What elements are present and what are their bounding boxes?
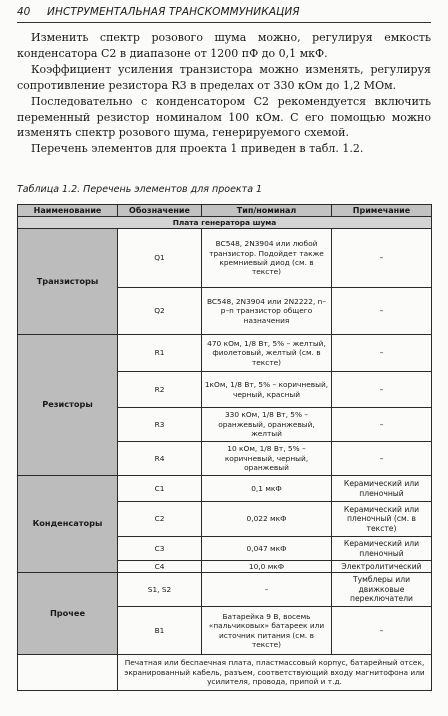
note-cell: – — [332, 372, 432, 408]
column-header-type: Тип/номинал — [202, 205, 332, 217]
type-cell: 0,1 мкФ — [202, 476, 332, 502]
category-cell: Транзисторы — [18, 229, 118, 335]
note-cell: Керамический или пленочный (см. в тексте) — [332, 502, 432, 537]
designator-cell: C2 — [118, 502, 202, 537]
designator-cell: C4 — [118, 561, 202, 573]
category-cell: Резисторы — [18, 335, 118, 476]
designator-cell: Q2 — [118, 288, 202, 335]
note-cell: Керамический или пленочный — [332, 476, 432, 502]
type-cell: BC548, 2N3904 или 2N2222, n–p–n транзистор общего назначения — [202, 288, 332, 335]
note-cell: Керамический или пленочный — [332, 537, 432, 561]
designator-cell: S1, S2 — [118, 573, 202, 607]
note-cell: – — [332, 442, 432, 476]
table-row — [18, 573, 432, 607]
type-cell: 10,0 мкФ — [202, 561, 332, 573]
table-row — [18, 476, 432, 502]
paragraph-table-ref: Перечень элементов для проекта 1 приведен в табл. 1.2. — [31, 142, 364, 155]
category-cell: Прочее — [18, 573, 118, 655]
type-cell: 0,047 мкФ — [202, 537, 332, 561]
column-header-designator: Обозначение — [118, 205, 202, 217]
running-title: ИНСТРУМЕНТАЛЬНАЯ ТРАНСКОММУНИКАЦИЯ — [47, 6, 300, 18]
designator-cell: R3 — [118, 408, 202, 442]
page-number: 40 — [17, 6, 31, 18]
type-cell: Батарейка 9 В, восемь «пальчиковых» батареек или источник питания (см. в тексте) — [202, 607, 332, 655]
parts-list-table — [17, 204, 432, 691]
category-cell: Конденсаторы — [18, 476, 118, 573]
table-caption: Таблица 1.2. Перечень элементов для проекта 1 — [17, 184, 263, 195]
type-cell: 470 кОм, 1/8 Вт, 5% – желтый, фиолетовый, желтый (см. в тексте) — [202, 335, 332, 372]
designator-cell: C3 — [118, 537, 202, 561]
table-row — [18, 335, 432, 372]
note-cell: – — [332, 335, 432, 372]
type-cell: 1кОм, 1/8 Вт, 5% – коричневый, черный, красный — [202, 372, 332, 408]
table-footnote-row — [18, 655, 432, 691]
type-cell: 0,022 мкФ — [202, 502, 332, 537]
page-header — [17, 6, 431, 23]
note-cell: – — [332, 288, 432, 335]
note-cell: Электролитический — [332, 561, 432, 573]
type-cell: – — [202, 573, 332, 607]
table-subheader: Плата генератора шума — [18, 217, 432, 229]
type-cell: 330 кОм, 1/8 Вт, 5% – оранжевый, оранжевый, желтый — [202, 408, 332, 442]
paragraph-capacitor: Изменить спектр розового шума можно, регулируя емкость конденсатора С2 в диапазоне от 1200 пФ до 0,1 мкФ. — [17, 31, 431, 60]
type-cell: BC548, 2N3904 или любой транзистор. Подойдет также кремниевый диод (см. в тексте) — [202, 229, 332, 288]
designator-cell: R2 — [118, 372, 202, 408]
type-cell: 10 кОм, 1/8 Вт, 5% – коричневый, черный, оранжевый — [202, 442, 332, 476]
column-header-note: Примечание — [332, 205, 432, 217]
designator-cell: R1 — [118, 335, 202, 372]
note-cell: Тумблеры или движковые переключатели — [332, 573, 432, 607]
paragraph-gain: Коэффициент усиления транзистора можно изменять, регулируя сопротивление резистора R3 в пределах от 330 кОм до 1,2 МОм. — [17, 63, 431, 92]
designator-cell: C1 — [118, 476, 202, 502]
note-cell: – — [332, 229, 432, 288]
table-row — [18, 229, 432, 288]
designator-cell: B1 — [118, 607, 202, 655]
designator-cell: Q1 — [118, 229, 202, 288]
designator-cell: R4 — [118, 442, 202, 476]
note-cell: – — [332, 607, 432, 655]
paragraph-variable-resistor: Последовательно с конденсатором С2 рекомендуется включить переменный резистор номиналом 100 кОм. С его помощью можно изменять спектр розового шума, генерируемого схемой. — [17, 95, 431, 140]
note-cell: – — [332, 408, 432, 442]
column-header-name: Наименование — [18, 205, 118, 217]
table-header-row — [18, 205, 432, 217]
table-footnote: Печатная или беспаечная плата, пластмассовый корпус, батарейный отсек, экранированный кабель, разъем, соответствующий входу магнитофона или усилителя, провода, припой и т.д. — [118, 655, 432, 691]
